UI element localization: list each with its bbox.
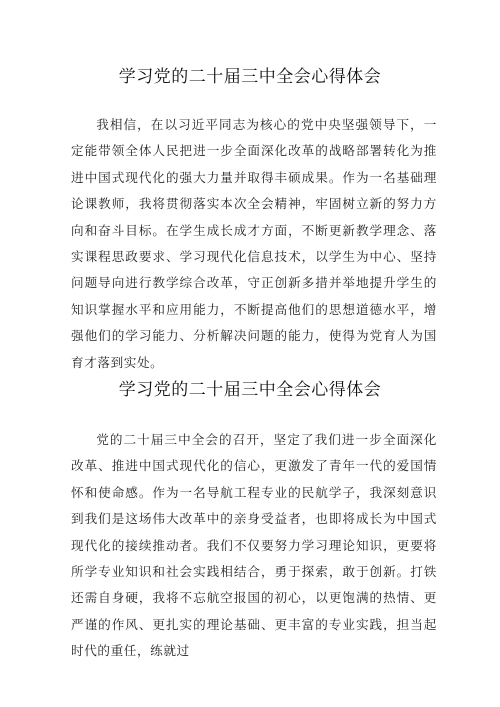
section-title: 学习党的二十届三中全会心得体会 xyxy=(118,380,382,400)
section-title: 学习党的二十届三中全会心得体会 xyxy=(118,67,382,87)
body-paragraph: 我相信，在以习近平同志为核心的党中央坚强领导下，一定能带领全体人民把进一步全面深化改革的战略部署转化为推进中国式现代化的强大力量并取得丰硕成果。作为一名基础理论课教师，我将贯彻落实本次全会精神，牢固树立新的努力方向和奋斗目标。在学生成长成才方面，不断更新教学理念、落实课程思政要求、学习现代化信息技术，以学生为中心、坚持问题导向进行教学综合改革，守正创新多措并举地提升学生的知识掌握水平和应用能力，不断提高他们的思想道德水平，增强他们的学习能力、分析解决问题的能力，使得为党育人为国育才落到实处。 xyxy=(71,117,437,370)
body-paragraph: 党的二十届三中全会的召开，坚定了我们进一步全面深化改革、推进中国式现代化的信心，更激发了青年一代的爱国情怀和使命感。作为一名导航工程专业的民航学子，我深刻意识到我们是这场伟大改革中的亲身受益者，也即将成长为中国式现代化的接续推动者。我们不仅要努力学习理论知识，更要将所学专业知识和社会实践相结合，勇于探索，敢于创新。打铁还需自身硬，我将不忘航空报国的初心，以更饱满的热情、更严谨的作风、更扎实的理论基础、更丰富的专业实践，担当起时代的重任，练就过 xyxy=(71,432,437,659)
